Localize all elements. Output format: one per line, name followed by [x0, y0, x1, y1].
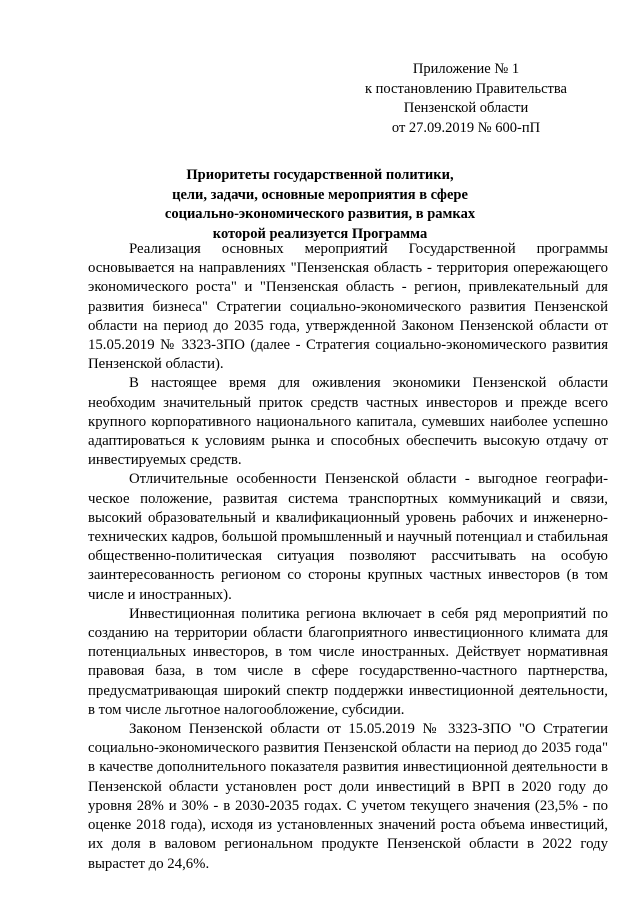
approval-line-region: Пензенской области [403, 100, 529, 116]
title-line-1: Приоритеты государственной политики, [186, 167, 454, 183]
approval-line-date-number: от 27.09.2019 № 600-пП [391, 119, 541, 136]
approval-line-resolution: к постановлению Правительства [365, 80, 567, 97]
approval-block [365, 60, 567, 138]
paragraph-region-advantages: Отличительные особенности Пензенской области - выгодное географическое положение, развитая система транспортных коммуникаций и связи, высокий образовательный и квалификационный уровень рабочих и инженерно-технических кадров, большой промышленный и научный потенциал и стабильная общественно-политическая ситуация позволяют рассчитывать на особую заинтересованность регионом со стороны крупных частных инвесторов (в том числе и иностранных). [88, 471, 608, 603]
title-line-2: цели, задачи, основные мероприятия в сфере [172, 186, 468, 203]
paragraph-investment-policy: Инвестиционная политика региона включает в себя ряд мероприятий по созданию на территории области благоприятного инвестиционного климата для потенциальных инвесторов, в том числе иностранных. Действует нормативная правовая база, в том числе в сфере государственно-частного партнерства, предусматривающая широкий спектр поддержки инвестиционной деятельности, в том числе льготное налогообложение, субсидии. [88, 605, 608, 718]
document-title [0, 166, 640, 244]
paragraph-private-investment: В настоящее время для оживления экономики Пензенской области необходим значительный приток средств частных инвесторов и прежде всего крупного корпоративного национального капитала, сумевших наиболее успешно адаптироваться к условиям рынка и способных обеспечить высокую отдачу от инвестируемых средств. [88, 375, 608, 469]
document-body [88, 240, 608, 874]
title-line-3: социально-экономического развития, в рамках [164, 206, 476, 222]
paragraph-investment-targets: Законом Пензенской области от 15.05.2019 № 3323-ЗПО "О Стратегии социально-экономического развития Пензенской области на период до 2035 года" в качестве дополнительного показателя развития инвестиционной деятельности в Пензенской области установлен рост доли инвестиций в ВРП в 2020 году до уровня 28% и 30% - в 2030-2035 годах. С учетом текущего значения (23,5% - по оценке 2018 года), исходя из установленных значений роста объема инвестиций, их доля в валовом региональном продукте Пензенской области в 2022 году вырастет до 24,6%. [88, 721, 608, 872]
title-line-4: которой реализуется Программа [212, 225, 428, 242]
approval-line-appendix: Приложение № 1 [412, 61, 520, 77]
paragraph-program-basis: Реализация основных мероприятий Государственной программы основывается на направлениях "Пензенская область - территория опережающего экономического роста" и "Пензенская область - регион, привлекательный для развития бизнеса" Стратегии социально-экономического развития Пензенской области на период до 2035 года, утвержденной Законом Пензенской области от 15.05.2019 № 3323-ЗПО (далее - Стратегия социально-экономического развития Пензенской области). [88, 241, 608, 373]
